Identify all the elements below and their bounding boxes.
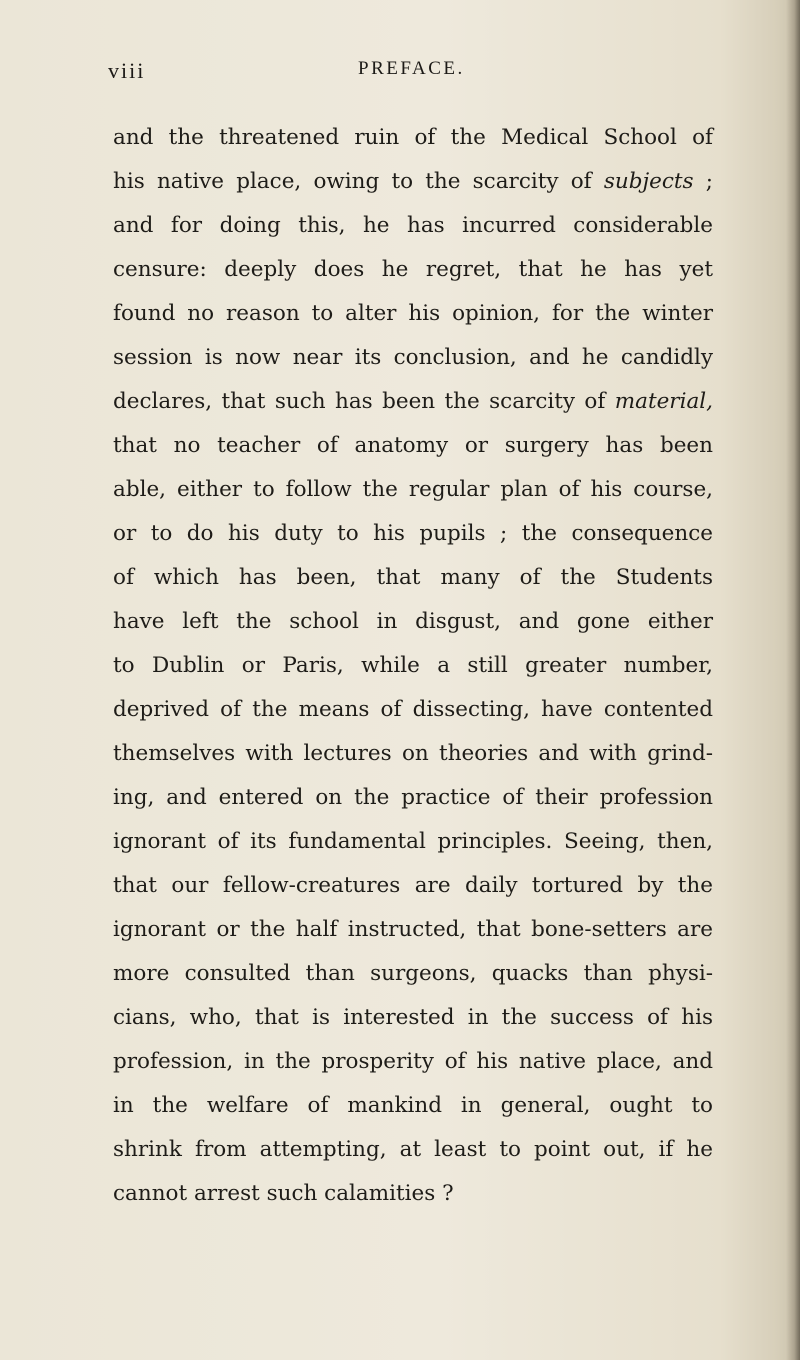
body-text — [113, 116, 713, 1216]
text-line: shrink from attempting, at least to point out, if he — [113, 1137, 713, 1162]
text-line: that our fellow-creatures are daily tortured by the — [113, 873, 713, 898]
text-line: his native place, owing to the scarcity of subjects ; — [113, 169, 713, 194]
text-line: declares, that such has been the scarcity of material, — [113, 389, 713, 414]
text-line: deprived of the means of dissecting, have contented — [113, 697, 713, 722]
text-line: and the threatened ruin of the Medical School of — [113, 125, 713, 150]
text-line: cians, who, that is interested in the success of his — [113, 1005, 713, 1030]
text-line: profession, in the prosperity of his native place, and — [113, 1049, 713, 1074]
binding-edge — [786, 0, 800, 1360]
text-line: found no reason to alter his opinion, for the winter — [113, 301, 713, 326]
text-line: and for doing this, he has incurred considerable — [113, 213, 713, 238]
text-line: more consulted than surgeons, quacks than physi- — [113, 961, 713, 986]
running-head: PREFACE. — [358, 58, 465, 79]
text-line: have left the school in disgust, and gone either — [113, 609, 713, 634]
text-line: session is now near its conclusion, and he candidly — [113, 345, 713, 370]
text-line: cannot arrest such calamities ? — [113, 1181, 454, 1206]
text-line: ing, and entered on the practice of their profession — [113, 785, 713, 810]
italic-word: subjects — [603, 169, 694, 194]
text-line: of which has been, that many of the Students — [113, 565, 713, 590]
page-number: viii — [108, 58, 146, 83]
text-line: in the welfare of mankind in general, ought to — [113, 1093, 713, 1118]
page-header — [108, 58, 708, 92]
text-line: ignorant of its fundamental principles. Seeing, then, — [113, 829, 713, 854]
text-line: able, either to follow the regular plan of his course, — [113, 477, 713, 502]
text-line: to Dublin or Paris, while a still greater number, — [113, 653, 713, 678]
italic-word: material, — [614, 389, 713, 414]
text-line: or to do his duty to his pupils ; the consequence — [113, 521, 713, 546]
text-line: that no teacher of anatomy or surgery has been — [113, 433, 713, 458]
text-line: censure: deeply does he regret, that he has yet — [113, 257, 713, 282]
text-line: themselves with lectures on theories and with grind- — [113, 741, 713, 766]
text-line: ignorant or the half instructed, that bone-setters are — [113, 917, 713, 942]
